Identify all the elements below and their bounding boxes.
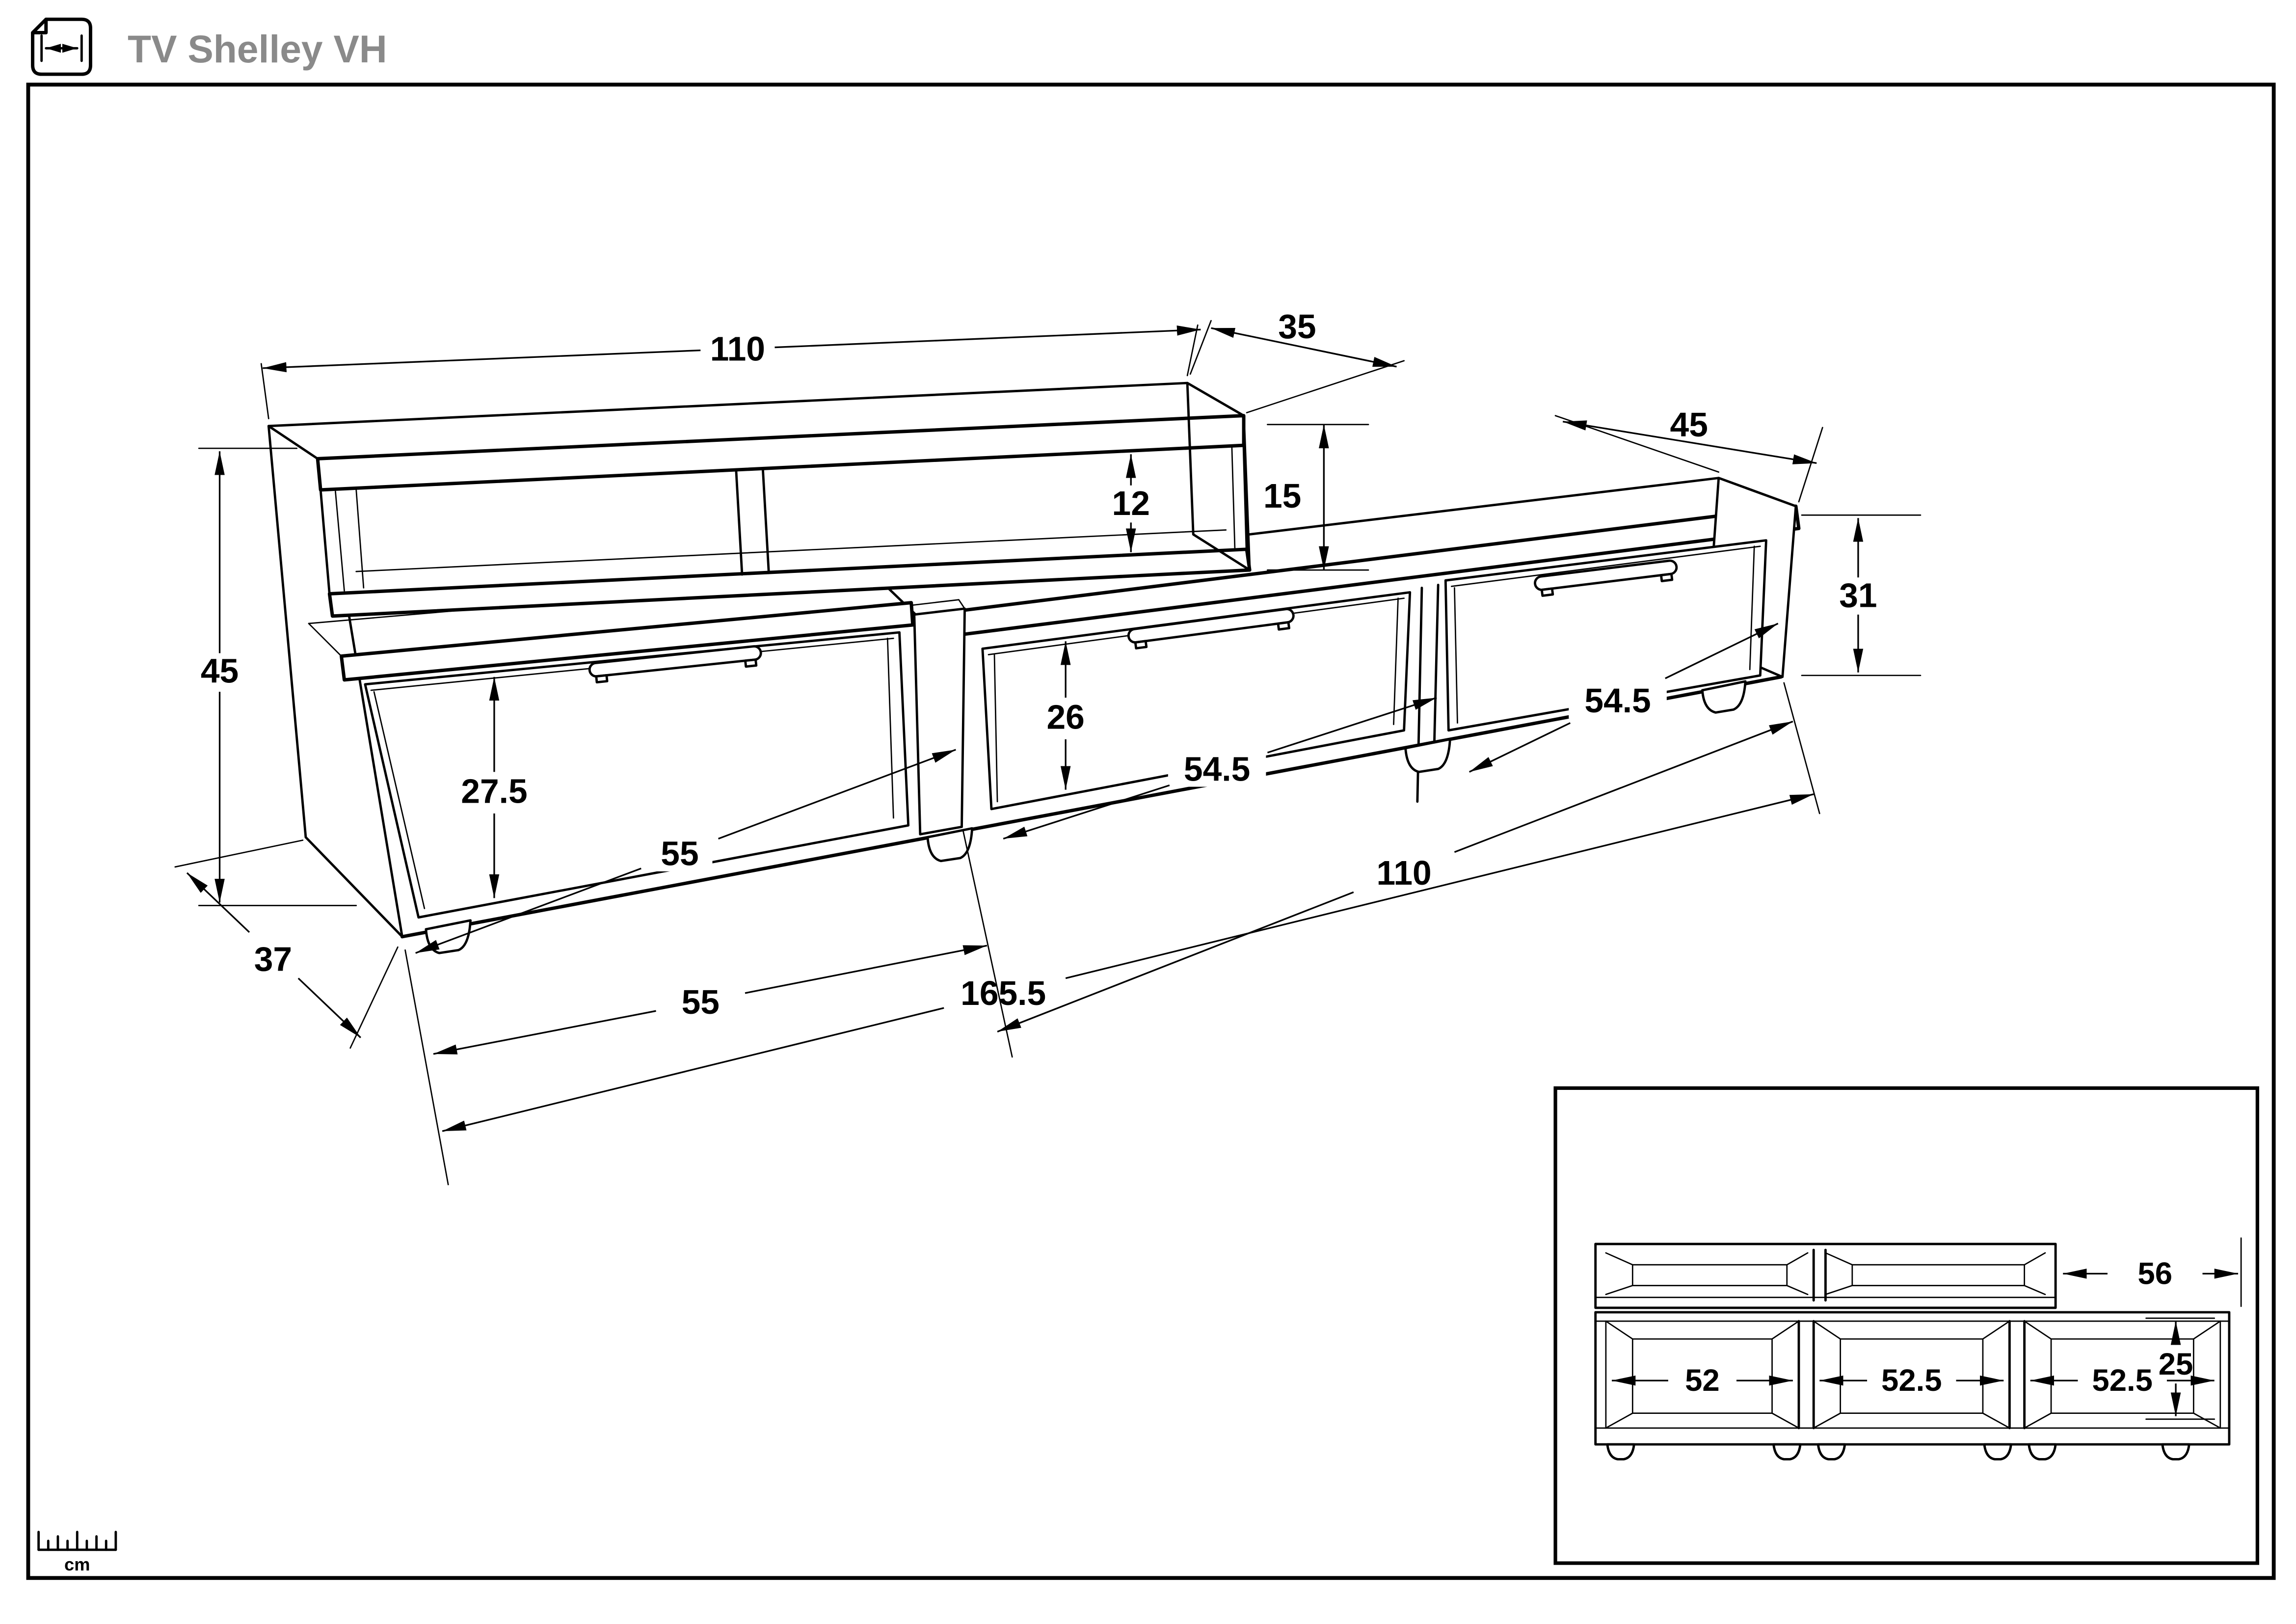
svg-text:27.5: 27.5 <box>461 772 528 811</box>
svg-text:37: 37 <box>254 940 293 978</box>
svg-text:35: 35 <box>1278 307 1316 346</box>
svg-text:56: 56 <box>2137 1256 2173 1291</box>
svg-text:55: 55 <box>681 983 720 1022</box>
svg-text:15: 15 <box>1263 476 1302 515</box>
svg-text:26: 26 <box>1046 698 1085 736</box>
dim-drawer-left-width-bottom <box>433 946 987 1054</box>
svg-text:54.5: 54.5 <box>1584 681 1651 720</box>
unit-label: cm <box>64 1554 90 1575</box>
tv-stand-perspective-view <box>268 383 1799 953</box>
unit-legend <box>39 1532 116 1575</box>
svg-text:52: 52 <box>1685 1363 1720 1398</box>
svg-text:110: 110 <box>710 329 765 368</box>
inset-frame <box>1555 1088 2257 1563</box>
svg-text:52.5: 52.5 <box>2092 1363 2153 1398</box>
svg-text:12: 12 <box>1112 484 1150 523</box>
svg-text:45: 45 <box>1670 405 1708 444</box>
svg-text:110: 110 <box>1376 853 1432 892</box>
dim-top-depth <box>1190 307 1404 412</box>
divider-left <box>914 609 965 835</box>
svg-text:165.5: 165.5 <box>961 974 1046 1012</box>
ruler-icon <box>39 1532 116 1550</box>
page-title: TV Shelley VH <box>128 27 387 71</box>
svg-text:45: 45 <box>200 651 239 690</box>
svg-text:55: 55 <box>661 834 699 873</box>
dim-right-height <box>1802 515 1921 676</box>
header <box>33 19 387 74</box>
dimension-sheet-icon <box>33 19 91 74</box>
svg-text:31: 31 <box>1839 576 1877 615</box>
inset-front-view <box>1555 1088 2257 1563</box>
svg-text:25: 25 <box>2158 1347 2193 1381</box>
svg-text:52.5: 52.5 <box>1881 1363 1942 1398</box>
svg-text:54.5: 54.5 <box>1183 750 1251 788</box>
